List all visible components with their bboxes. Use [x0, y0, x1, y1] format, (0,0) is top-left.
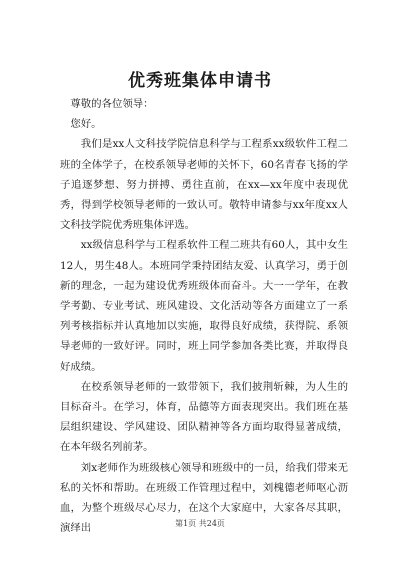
paragraph-intro: 我们是xx人文科技学院信息科学与工程系xx级软件工程二班的全体学子，在校系领导老师的关怀下，60名青春飞扬的学子追逐梦想、努力拼搏、勇往直前，在xx—xx年度中表现优秀，得到学校领导老师的一致认可。敬特申请参与xx年度xx人文科技学院优秀班集体评选。 [60, 138, 348, 232]
salutation: 尊敬的各位领导： [70, 98, 154, 110]
document-title: 优秀班集体申请书 [128, 71, 272, 91]
paragraph-teacher: 刘x老师作为班级核心领导和班级中的一员，给我们带来无私的关怀和帮助。在班级工作管理过程中，刘槐德老师呕心沥血，为整个班级尽心尽力，在这个大家庭中，大家各尽其职，演绎出 [60, 461, 348, 535]
page-number-footer: 第1页 共24页 [175, 519, 225, 528]
document-body [60, 94, 348, 538]
greeting: 您好。 [70, 118, 102, 131]
paragraph-class-overview: xx级信息科学与工程系软件工程二班共有60人，其中女生12人，男生48人。本班同学秉持团结友爱、认真学习，勇于创新的理念，一起为建设优秀班级体而奋斗。大一一学年，在教学考勤、专业考试、班风建设、文化活动等各方面建立了一系列考核指标并认真地加以实施，取得良好成绩，获得院、系领导老师的一致好评。同时，班上同学参加各类比赛，并取得良好成绩。 [60, 239, 348, 373]
paragraph-achievements: 在校系领导老师的一致带领下，我们披荆斩棘，为人生的目标奋斗。在学习，体育，品德等方面表现突出。我们班在基层组织建设、学风建设、团队精神等各方面均取得显著成绩，在本年级名列前茅。 [60, 380, 348, 454]
